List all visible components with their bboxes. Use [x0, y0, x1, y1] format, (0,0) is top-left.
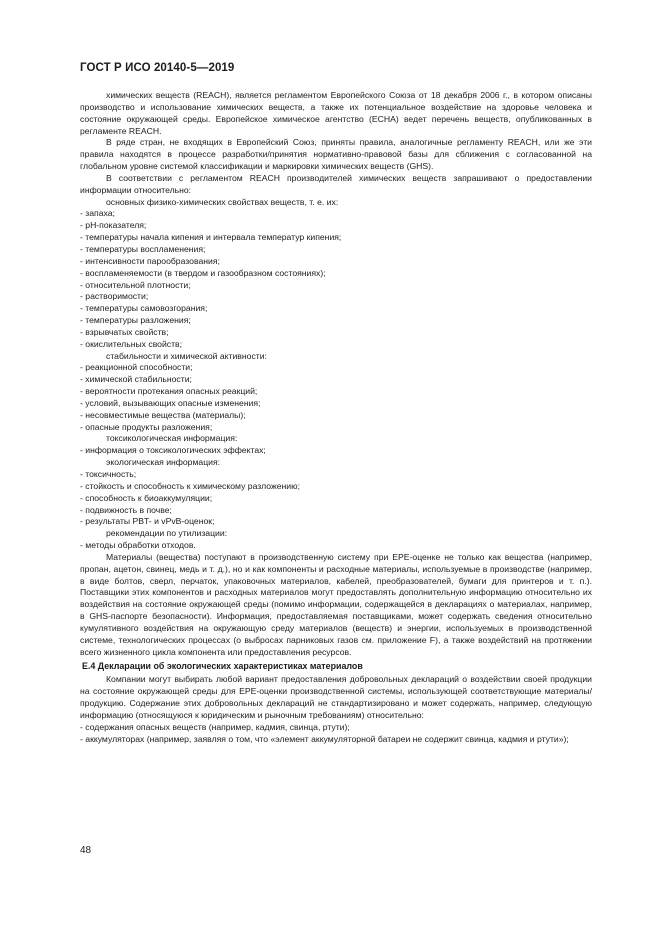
list-item: - опасные продукты разложения; [80, 421, 213, 432]
list-item: - стойкость и способность к химическому разложению; [80, 480, 300, 491]
properties-list [80, 197, 592, 552]
list-group-heading: токсикологическая информация: [106, 433, 238, 444]
list-item: - окислительных свойств; [80, 338, 183, 349]
section-heading-e4: E.4 Декларации об экологических характеристиках материалов [82, 660, 363, 671]
list-item: - температуры начала кипения и интервала температур кипения; [80, 232, 342, 243]
list-item: - интенсивности парообразования; [80, 255, 220, 266]
paragraph-materials: Материалы (вещества) поступают в производственную систему при EPE-оценке не только как вещества (например, пропан, ацетон, свинец, медь и т. д.), но и как компоненты и расходные материалы, используемые в производстве (например, в виде болтов, сверл, перчаток, упаковочных материалов, кабелей, преобразователей, бумаги для принтеров и т. п.). Поставщики этих компонентов и расходных материалов могут предоставлять дополнительную информацию относительно их воздействия на состояние окружающей среды (помимо информации, содержащейся в декларациях о материалах, например, в GHS-паспорте безопасности). Информация, предоставляемая поставщиками, может содержать сведения относительно кумулятивного воздействия на окружающую среду материалов (веществ) и энергии, используемых в производственной системе, технологических процессах (о выбросах парниковых газов см. приложение F), а также воздействий на протяжении всего жизненного цикла компонента или предоставления ресурсов. [80, 551, 592, 657]
list-item: - химической стабильности; [80, 374, 192, 385]
paragraph-non-eu-countries: В ряде стран, не входящих в Европейский Союз, приняты правила, аналогичные регламенту REACH, или же эти правила находятся в процессе разработки/принятия нормативно-правовой базы для сближения с согласованной на глобальном уровне системой классификации и маркировки химических веществ (GHS). [80, 137, 592, 172]
list-group-heading: основных физико-химических свойствах веществ, т. е. их: [106, 196, 339, 207]
list-item: - вероятности протекания опасных реакций; [80, 386, 258, 397]
paragraph-declarations: Компании могут выбирать любой вариант предоставления добровольных деклараций о воздействии своей продукции на состояние окружающей среды для EPE-оценки производственной системы, использующей соответствующие материалы/продукцию. Содержание этих добровольных деклараций не стандартизировано и может содержать, например, следующую информацию (относящуюся к юридическим и рыночным требованиям) относительно: [80, 674, 592, 720]
list-item: - относительной плотности; [80, 279, 191, 290]
list-group-heading: экологическая информация: [106, 457, 221, 468]
list-item: - растворимости; [80, 291, 149, 302]
list-item: - методы обработки отходов. [80, 540, 196, 551]
list-item: - условий, вызывающих опасные изменения; [80, 397, 261, 408]
list-item: - содержания опасных веществ (например, кадмия, свинца, ртути); [80, 721, 350, 732]
list-item: - несовместимые вещества (материалы); [80, 409, 246, 420]
paragraph-info-request: В соответствии с регламентом REACH производителей химических веществ запрашивают о предоставлении информации относительно: [80, 172, 592, 195]
page-number: 48 [80, 845, 92, 856]
list-item: - воспламеняемости (в твердом и газообразном состояниях); [80, 267, 326, 278]
list-item: - температуры разложения; [80, 315, 191, 326]
document-header: ГОСТ Р ИСО 20140-5—2019 [80, 62, 235, 74]
list-item: - токсичность; [80, 469, 137, 479]
list-item: - запаха; [80, 208, 115, 219]
list-item: - температуры самовозгорания; [80, 303, 208, 314]
list-item: - реакционной способности; [80, 362, 193, 373]
list-group-heading: стабильности и химической активности: [106, 350, 267, 361]
list-group-heading: рекомендации по утилизации: [106, 528, 228, 539]
list-item: - подвижность в почве; [80, 504, 172, 515]
list-item: - pH-показателя; [80, 220, 147, 231]
paragraph-reach-intro: химических веществ (REACH), является регламентом Европейского Союза от 18 декабря 2006 г., в котором описаны производство и использование химических веществ, а также их потенциальное воздействие на здоровье человека и состояние окружающей среды. Европейское химическое агентство (ECHA) ведет перечень веществ, опубликованных в регламенте REACH. [80, 90, 592, 136]
list-item: - аккумуляторах (например, заявляя о том, что «элемент аккумуляторной батареи не содержит свинца, кадмия и ртути»); [80, 733, 569, 744]
list-item: - взрывчатых свойств; [80, 326, 169, 337]
page-body [80, 90, 592, 745]
list-item: - температуры воспламенения; [80, 243, 206, 254]
list-item: - информация о токсикологических эффектах; [80, 445, 266, 456]
list-item: - способность к биоаккумуляции; [80, 492, 213, 503]
list-item: - результаты PBT- и vPvB-оценок; [80, 516, 215, 527]
